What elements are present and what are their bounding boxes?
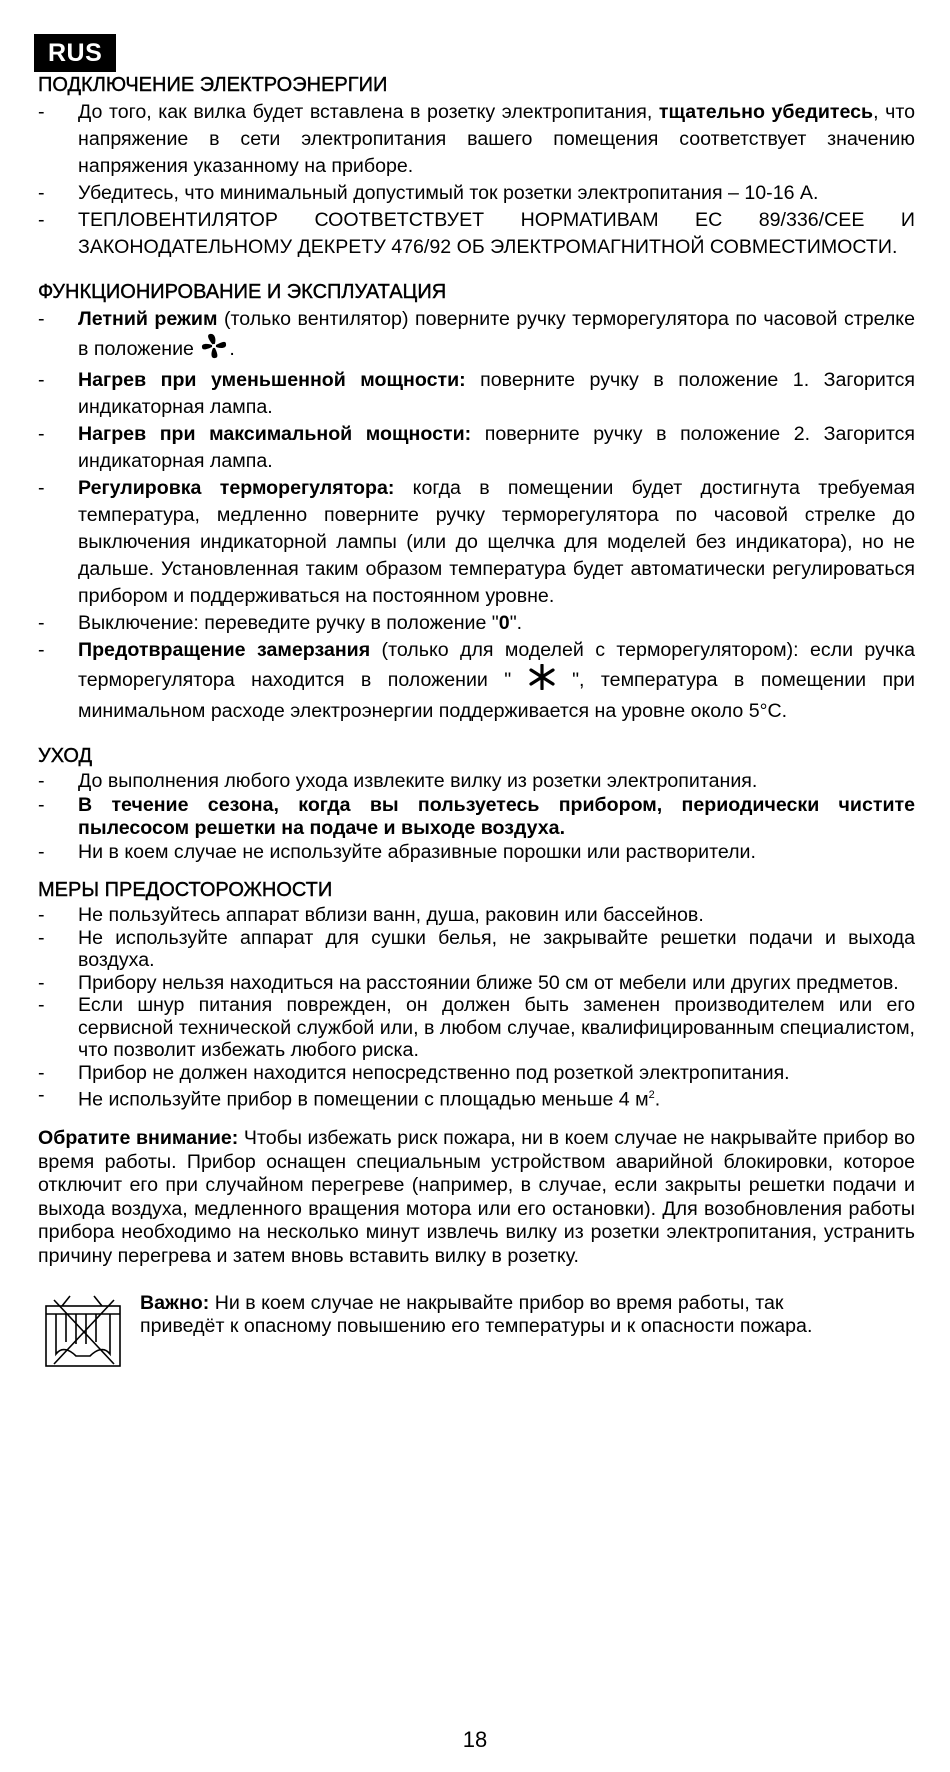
list-item	[38, 610, 915, 637]
item-text: Если шнур питания поврежден, он должен быть заменен производителем или его сервисной технической службой или, в любом случае, квалифицированным специалистом, что позволит избежать любого риска.	[78, 994, 915, 1061]
warning-body: Ни в коем случае не накрывайте прибор во время работы, так приведёт к опасному повышению его температуры и к опасности пожара.	[140, 1292, 813, 1338]
list-item	[38, 841, 915, 865]
list-item	[38, 207, 915, 261]
item-text: .	[229, 338, 235, 361]
item-text: когда в помещении будет достигнута требуемая температура, медленно поверните ручку терморегулятора по часовой стрелке до выключения индикаторной лампы (или до щелчка для моделей без индикатора), но не дальше. Установленная таким образом температура будет автоматически регулироваться прибором и поддерживаться на постоянном уровне.	[78, 477, 915, 607]
item-text: ", температура в помещении при минимальном расходе электроэнергии поддерживается на уровне около 5°С.	[78, 669, 916, 722]
superscript: 2	[648, 1089, 655, 1101]
item-text: Выключение: переведите ручку в положение "	[78, 612, 499, 634]
item-text: .	[654, 1088, 661, 1111]
item-bold-text: 0	[498, 612, 510, 634]
list-item	[38, 475, 915, 610]
power-connection-list	[38, 99, 915, 261]
note-label: Обратите внимание:	[38, 1127, 239, 1150]
item-text: Прибор не должен находится непосредственно под розеткой электропитания.	[78, 1061, 790, 1084]
item-text: ТЕПЛОВЕНТИЛЯТОР СООТВЕТСТВУЕТ НОРМАТИВАМ ЕС 89/336/CEE И ЗАКОНОДАТЕЛЬНОМУ ДЕКРЕТУ 476/92 ОБ ЭЛЕКТРОМАГНИТНОЙ СОВМЕСТИМОСТИ.	[78, 209, 915, 258]
list-item	[38, 99, 915, 180]
warning-text	[140, 1292, 860, 1338]
item-text: Не используйте прибор в помещении с площадью меньше 4 м	[78, 1088, 649, 1111]
list-item	[38, 927, 915, 972]
item-text: До выполнения любого ухода извлеките вилку из розетки электропитания.	[78, 770, 758, 792]
item-text: поверните ручку в положение 2. Загорится индикаторная лампа.	[78, 423, 915, 472]
item-bold-text: тщательно убедитесь	[658, 101, 874, 123]
item-text: поверните ручку в положение 1. Загорится индикаторная лампа.	[78, 369, 915, 418]
item-bold-text: Летний режим	[78, 308, 218, 330]
item-text: Не пользуйтесь аппарат вблизи ванн, душа, раковин или бассейнов.	[78, 904, 704, 926]
item-text: Убедитесь, что минимальный допустимый ток розетки электропитания – 10-16 А.	[78, 182, 819, 204]
item-text: Ни в коем случае не используйте абразивные порошки или растворители.	[78, 840, 756, 863]
item-bold-text: В течение сезона, когда вы пользуетесь прибором, периодически чистите пылесосом решетки на подаче и выходе воздуха.	[78, 793, 915, 839]
section-title-power-connection: ПОДКЛЮЧЕНИЕ ЭЛЕКТРОЭНЕРГИИ	[38, 74, 388, 96]
warning-label: Важно:	[140, 1292, 210, 1315]
item-text: До того, как вилка будет вставлена в розетку электропитания,	[78, 101, 659, 123]
list-item	[38, 994, 915, 1062]
item-bold-text: Предотвращение замерзания	[78, 639, 371, 661]
list-item	[38, 904, 915, 927]
care-list	[38, 770, 915, 864]
item-text: Прибору нельзя находиться на расстоянии ближе 50 см от мебели или других предметов.	[78, 971, 899, 994]
snowflake-icon	[528, 664, 556, 698]
item-bold-text: Нагрев при максимальной мощности:	[78, 423, 472, 445]
language-badge: RUS	[34, 34, 116, 72]
note-text: Чтобы избежать риск пожара, ни в коем случае не накрывайте прибор во время работы. Прибор оснащен специальным устройством аварийной блокировки, которое отключит его при случайном перегреве (например, в случае, если закрыты решетки подачи и выхода воздуха, медленного вращения мотора или его остановки). Для возобновления работы прибора необходимо на несколько минут извлечь вилку из розетки электропитания, устранить причину перегрева и затем вновь вставить вилку в розетку.	[38, 1127, 915, 1267]
list-item	[38, 770, 915, 794]
list-item	[38, 180, 915, 207]
list-item	[38, 1084, 915, 1111]
section-title-care: УХОД	[38, 745, 93, 767]
list-item	[38, 367, 915, 421]
item-text: ".	[509, 612, 523, 634]
warning-block	[38, 1292, 915, 1372]
item-text: , что напряжение в сети электропитания вашего помещения соответствует значению напряжения указанному на приборе.	[78, 101, 916, 177]
do-not-cover-icon	[42, 1292, 124, 1370]
list-item	[38, 972, 915, 995]
page-number: 18	[462, 1727, 488, 1752]
manual-page	[38, 34, 915, 1372]
precautions-list	[38, 904, 915, 1111]
section-title-operation: ФУНКЦИОНИРОВАНИЕ И ЭКСПЛУАТАЦИЯ	[38, 281, 447, 303]
fan-icon	[199, 333, 229, 367]
list-item	[38, 421, 915, 475]
item-text: (только для моделей с терморегулятором): если ручка терморегулятора находится в положении "	[78, 639, 915, 692]
attention-note	[38, 1127, 915, 1268]
item-bold-text: Нагрев при уменьшенной мощности:	[78, 369, 466, 391]
list-item	[38, 306, 915, 367]
list-item	[38, 1062, 915, 1085]
item-text: (только вентилятор) поверните ручку терморегулятора по часовой стрелке в положение	[78, 308, 915, 361]
list-item	[38, 794, 915, 841]
item-text: Не используйте аппарат для сушки белья, не закрывайте решетки подачи и выхода воздуха.	[78, 926, 915, 971]
operation-list	[38, 306, 915, 725]
section-title-precautions: МЕРЫ ПРЕДОСТОРОЖНОСТИ	[38, 879, 333, 901]
item-bold-text: Регулировка терморегулятора:	[78, 477, 395, 499]
list-item	[38, 637, 915, 725]
